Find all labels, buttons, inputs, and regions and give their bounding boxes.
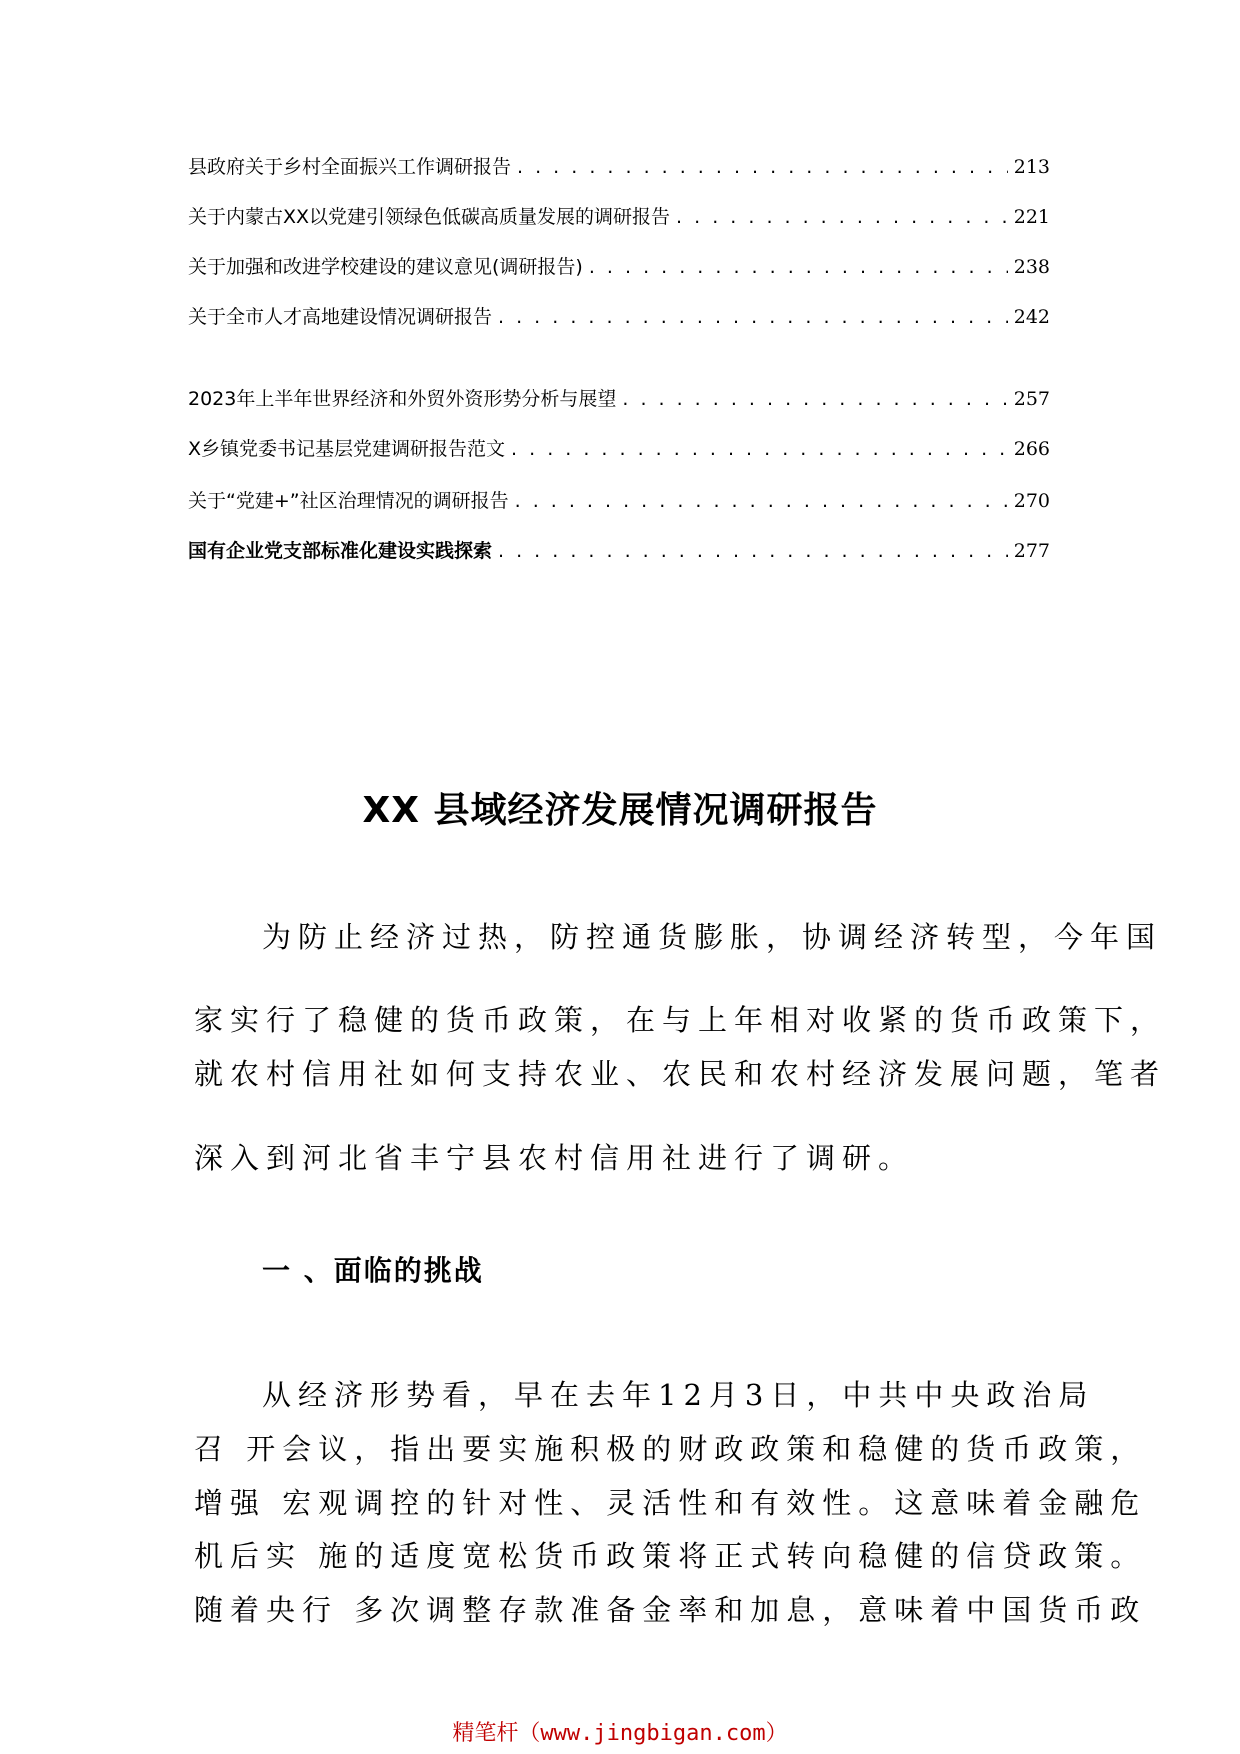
toc-entry[interactable] — [188, 382, 1050, 416]
toc-entry-title: X乡镇党委书记基层党建调研报告范文 — [188, 438, 506, 460]
toc-entry-title: 2023年上半年世界经济和外贸外资形势分析与展望 — [188, 388, 617, 410]
toc-leader-dots — [517, 150, 1008, 184]
toc-entry-page: 266 — [1013, 438, 1050, 460]
toc-entry[interactable] — [188, 150, 1050, 184]
toc-entry[interactable] — [188, 432, 1050, 466]
toc-entry-title: 县政府关于乡村全面振兴工作调研报告 — [188, 156, 512, 178]
toc-entry-title: 国有企业党支部标准化建设实践探索 — [188, 540, 493, 562]
toc-entry[interactable] — [188, 250, 1050, 284]
toc-entry-page: 242 — [1013, 306, 1050, 328]
toc-leader-dots — [622, 382, 1007, 416]
toc-entry-page: 257 — [1013, 388, 1050, 410]
toc-entry[interactable] — [188, 534, 1050, 568]
document-title: XX 县域经济发展情况调研报告 — [362, 790, 878, 831]
toc-leader-dots — [498, 300, 1008, 334]
toc-leader-dots — [515, 484, 1008, 518]
toc-entry[interactable] — [188, 300, 1050, 334]
body-line: 机后实 施的适度宽松货币政策将正式转向稳健的信贷政策。 — [194, 1539, 1147, 1573]
intro-line: 家实行了稳健的货币政策，在与上年相对收紧的货币政策下， — [194, 1003, 1167, 1037]
toc-entry-title: 关于内蒙古XX以党建引领绿色低碳高质量发展的调研报告 — [188, 206, 671, 228]
toc-entry-page: 221 — [1013, 206, 1050, 228]
toc-leader-dots — [511, 432, 1008, 466]
intro-line: 为防止经济过热，防控通货膨胀，协调经济转型，今年国 — [262, 920, 1163, 954]
toc-entry-page: 213 — [1013, 156, 1050, 178]
toc-entry[interactable] — [188, 484, 1050, 518]
body-line: 随着央行 多次调整存款准备金率和加息，意味着中国货币政 — [194, 1593, 1147, 1627]
toc-entry-title: 关于加强和改进学校建设的建议意见(调研报告) — [188, 256, 583, 278]
toc-leader-dots — [676, 200, 1008, 234]
section-heading: 一 、面临的挑战 — [262, 1254, 484, 1287]
toc-leader-dots — [589, 250, 1008, 284]
footer-watermark-link[interactable]: 精笔杆（www.jingbigan.com） — [452, 1721, 788, 1746]
toc-entry-page: 238 — [1013, 256, 1050, 278]
toc-entry-title: 关于“党建+”社区治理情况的调研报告 — [188, 490, 509, 512]
body-line: 增强 宏观调控的针对性、灵活性和有效性。这意味着金融危 — [194, 1486, 1147, 1520]
intro-line: 深入到河北省丰宁县农村信用社进行了调研。 — [194, 1141, 915, 1175]
intro-line: 就农村信用社如何支持农业、农民和农村经济发展问题，笔者 — [194, 1057, 1167, 1091]
body-line: 从经济形势看，早在去年12月3日，中共中央政治局 — [262, 1378, 1095, 1412]
toc-entry-page: 277 — [1013, 540, 1050, 562]
body-line: 召 开会议，指出要实施积极的财政政策和稳健的货币政策， — [194, 1432, 1147, 1466]
toc-leader-dots — [498, 534, 1008, 568]
toc-entry-title: 关于全市人才高地建设情况调研报告 — [188, 306, 493, 328]
toc-entry[interactable] — [188, 200, 1050, 234]
toc-entry-page: 270 — [1013, 490, 1050, 512]
